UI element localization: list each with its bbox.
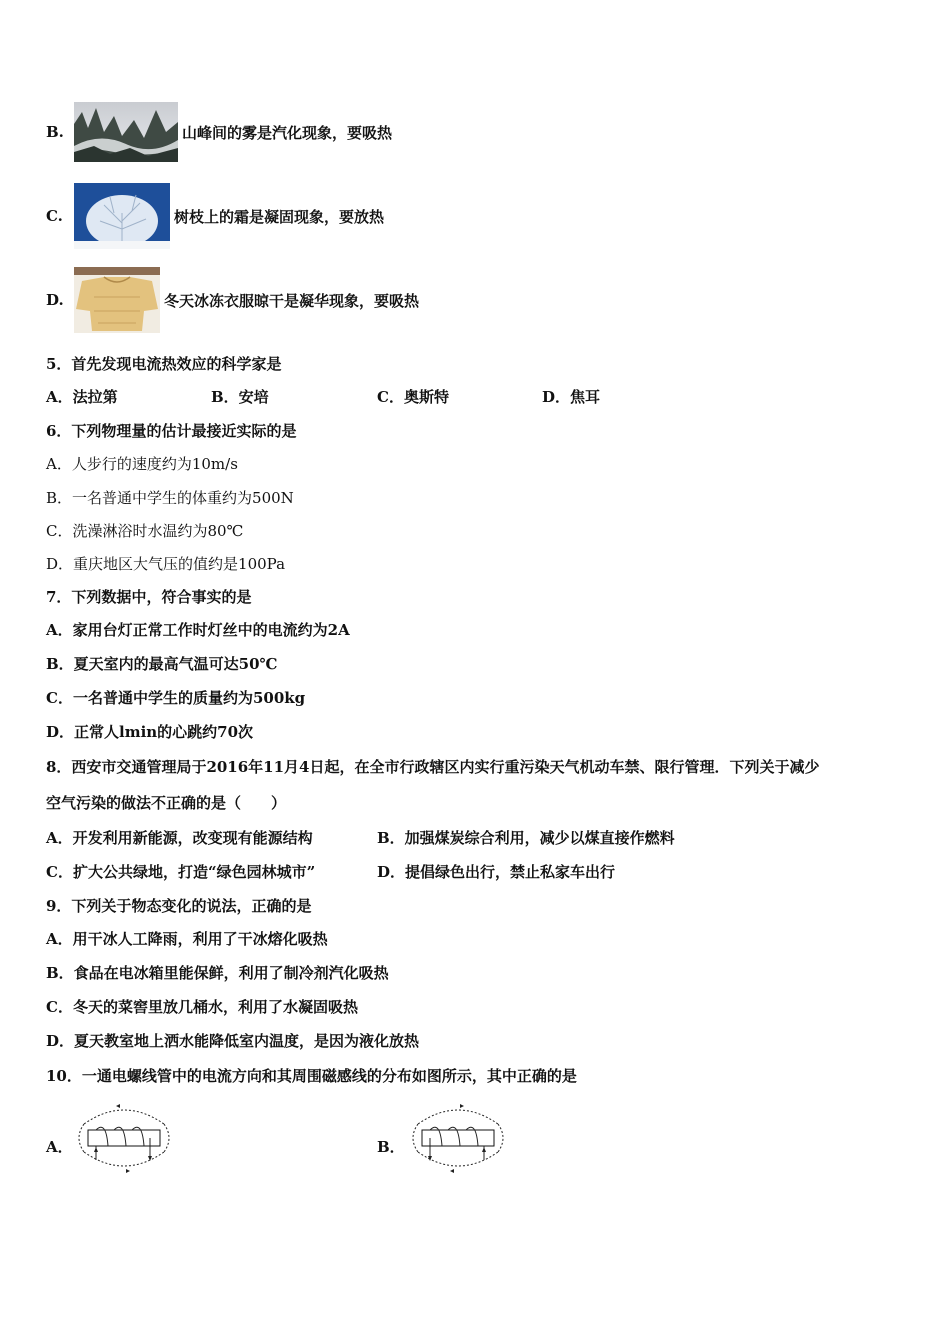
option-text: 冬天冰冻衣服晾干是凝华现象，要吸热 xyxy=(164,291,420,310)
q8-option-d: D．提倡绿色出行，禁止私家车出行 xyxy=(377,863,616,881)
q6-option-d: D．重庆地区大气压的值约是100Pa xyxy=(46,555,286,573)
q4-option-b xyxy=(46,102,392,162)
q9-option-a: A．用干冰人工降雨，利用了干冰熔化吸热 xyxy=(46,930,328,948)
solenoid-diagram-b xyxy=(410,1102,506,1174)
option-text: 树枝上的霜是凝固现象，要放热 xyxy=(174,207,385,226)
frozen-clothes-image xyxy=(74,267,160,333)
q8-option-c: C．扩大公共绿地，打造“绿色园林城市” xyxy=(46,863,316,881)
q6-option-c: C．洗澡淋浴时水温约为80℃ xyxy=(46,522,244,540)
q7-option-d: D．正常人lmin的心跳约70次 xyxy=(46,723,254,741)
q6-option-a: A．人步行的速度约为10m/s xyxy=(46,455,238,473)
option-text: 山峰间的雾是汽化现象，要吸热 xyxy=(182,123,393,142)
q10-stem: 10．一通电螺线管中的电流方向和其周围磁感线的分布如图所示，其中正确的是 xyxy=(46,1067,577,1085)
q9-option-d: D．夏天教室地上洒水能降低室内温度，是因为液化放热 xyxy=(46,1032,420,1050)
q8-stem-line2: 空气污染的做法不正确的是（ ） xyxy=(46,794,287,812)
q4-option-d xyxy=(46,267,419,333)
q9-option-c: C．冬天的菜窖里放几桶水，利用了水凝固吸热 xyxy=(46,998,358,1016)
q8-option-a: A．开发利用新能源，改变现有能源结构 xyxy=(46,829,313,847)
q5-option-d: D．焦耳 xyxy=(542,388,601,406)
option-label: B. xyxy=(46,123,64,141)
q10-option-b-label: B． xyxy=(377,1138,405,1156)
q7-stem: 7．下列数据中，符合事实的是 xyxy=(46,588,252,606)
q10-option-a-label: A． xyxy=(46,1138,73,1156)
q5-option-b: B．安培 xyxy=(211,388,269,406)
q9-stem: 9．下列关于物态变化的说法，正确的是 xyxy=(46,897,312,915)
option-label: C. xyxy=(46,207,63,225)
q4-option-c xyxy=(46,183,384,249)
frost-tree-image xyxy=(74,183,170,249)
q6-stem: 6．下列物理量的估计最接近实际的是 xyxy=(46,422,297,440)
q5-stem: 5．首先发现电流热效应的科学家是 xyxy=(46,355,282,373)
option-label: D. xyxy=(46,291,64,309)
q7-option-a: A．家用台灯正常工作时灯丝中的电流约为2A xyxy=(46,621,350,639)
q8-option-b: B．加强煤炭综合利用，减少以煤直接作燃料 xyxy=(377,829,675,847)
solenoid-diagram-a xyxy=(76,1102,172,1174)
q5-option-c: C．奥斯特 xyxy=(377,388,449,406)
fog-mountain-image xyxy=(74,102,178,162)
q9-option-b: B．食品在电冰箱里能保鲜，利用了制冷剂汽化吸热 xyxy=(46,964,389,982)
q6-option-b: B．一名普通中学生的体重约为500N xyxy=(46,489,294,507)
q7-option-b: B．夏天室内的最高气温可达50℃ xyxy=(46,655,278,673)
q7-option-c: C．一名普通中学生的质量约为500kg xyxy=(46,689,306,707)
q8-stem-line1: 8．西安市交通管理局于2016年11月4日起，在全市行政辖区内实行重污染天气机动车禁、限行管理．下列关于减少 xyxy=(46,758,820,776)
q5-option-a: A．法拉第 xyxy=(46,388,118,406)
